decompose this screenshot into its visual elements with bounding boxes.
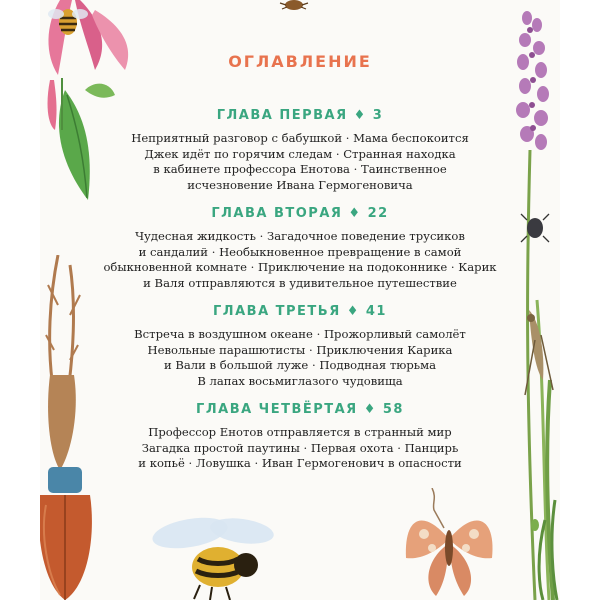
subtitle-line: и Валя отправляются в удивительное путешествие bbox=[143, 275, 457, 290]
subtitle-line: Загадка простой паутины · Первая охота · Панцирь bbox=[141, 440, 459, 455]
separator-diamond-icon: ♦ bbox=[363, 402, 377, 417]
page-margin-right bbox=[560, 0, 600, 600]
subtitle-line: и сандалий · Необыкновенное превращение в самой bbox=[138, 244, 462, 259]
chapter-1-title-line bbox=[0, 108, 600, 123]
moth-icon bbox=[392, 488, 507, 600]
separator-diamond-icon: ♦ bbox=[348, 206, 362, 221]
chapter-page-number: 41 bbox=[365, 304, 387, 319]
subtitle-line: Чудесная жидкость · Загадочное поведение трусиков bbox=[135, 229, 465, 243]
subtitle-line: Джек идёт по горячим следам · Странная находка bbox=[144, 146, 456, 161]
chapter-title: ГЛАВА ВТОРАЯ bbox=[211, 206, 343, 221]
subtitle-line: и Вали в большой луже · Подводная тюрьма bbox=[163, 358, 437, 372]
page-margin-left bbox=[0, 0, 40, 600]
subtitle-line: Профессор Енотов отправляется в странный мир bbox=[148, 425, 452, 439]
subtitle-line: и копьё · Ловушка · Иван Гермогенович в опасности bbox=[138, 456, 462, 470]
chapter-title: ГЛАВА ПЕРВАЯ bbox=[216, 108, 348, 123]
separator-diamond-icon: ♦ bbox=[353, 108, 367, 123]
chapter-page-number: 3 bbox=[372, 108, 384, 123]
chapter-4-title-line bbox=[0, 402, 600, 417]
chapter-1-subtitles bbox=[0, 131, 600, 193]
chapter-3-title-line bbox=[0, 304, 600, 319]
small-bug-icon bbox=[272, 0, 316, 14]
chapter-2 bbox=[0, 206, 600, 291]
bumblebee-icon bbox=[150, 515, 280, 600]
chapter-2-title-line bbox=[0, 206, 600, 221]
toc-heading: ОГЛАВЛЕНИЕ bbox=[228, 52, 372, 71]
chapter-page-number: 22 bbox=[367, 206, 389, 221]
chapter-4 bbox=[0, 402, 600, 472]
subtitle-line: исчезновение Ивана Гермогеновича bbox=[187, 177, 413, 192]
subtitle-line: Встреча в воздушном океане · Прожорливый самолёт bbox=[134, 327, 466, 341]
chapter-3 bbox=[0, 304, 600, 389]
lavender-stalk-icon bbox=[505, 0, 560, 600]
chapter-title: ГЛАВА ТРЕТЬЯ bbox=[213, 304, 341, 319]
chapter-2-subtitles bbox=[0, 229, 600, 291]
subtitle-line: Неприятный разговор с бабушкой · Мама беспокоится bbox=[131, 131, 469, 145]
bee-icon bbox=[48, 0, 88, 40]
chapter-1 bbox=[0, 108, 600, 193]
chapter-3-subtitles bbox=[0, 327, 600, 389]
chapter-page-number: 58 bbox=[382, 402, 404, 417]
subtitle-line: Невольные парашютисты · Приключения Карика bbox=[147, 342, 453, 357]
chapter-4-subtitles bbox=[0, 425, 600, 472]
subtitle-line: В лапах восьмиглазого чудовища bbox=[197, 373, 403, 388]
separator-diamond-icon: ♦ bbox=[346, 304, 360, 319]
subtitle-line: обыкновенной комнате · Приключение на подоконнике · Карик bbox=[103, 260, 497, 274]
chapter-title: ГЛАВА ЧЕТВЁРТАЯ bbox=[196, 402, 358, 417]
subtitle-line: в кабинете профессора Енотова · Таинственное bbox=[153, 162, 447, 176]
